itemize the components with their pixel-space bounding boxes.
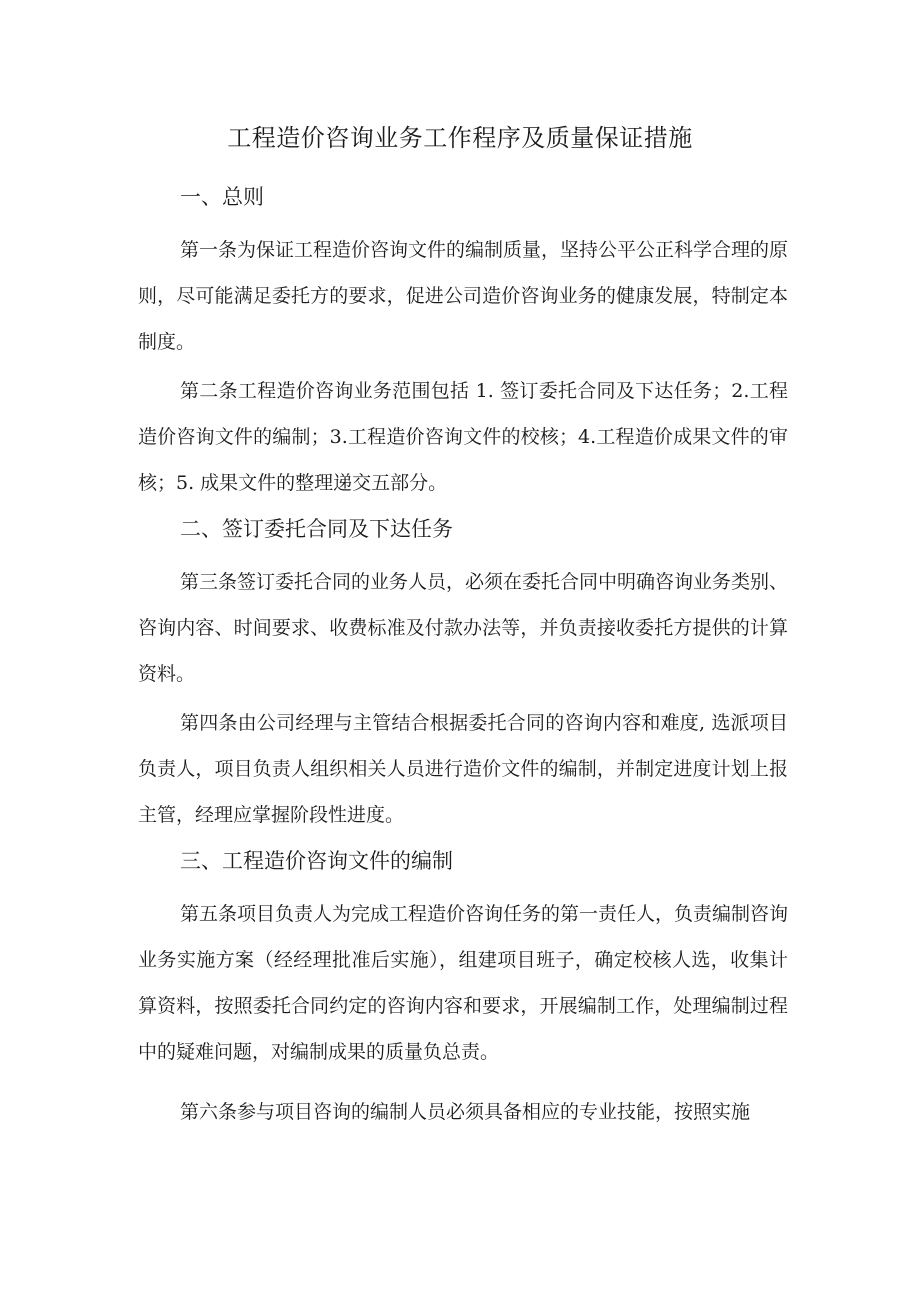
- paragraph-article-4: 第四条由公司经理与主管结合根据委托合同的咨询内容和难度, 选派项目负责人，项目负责人组织相关人员进行造价文件的编制，并制定进度计划上报主管，经理应掌握阶段性进度。: [138, 712, 788, 826]
- paragraph-article-3: 第三条签订委托合同的业务人员，必须在委托合同中明确咨询业务类别、咨询内容、时间要求、收费标准及付款办法等，并负责接收委托方提供的计算资料。: [138, 571, 789, 685]
- paragraph-article-6: 第六条参与项目咨询的编制人员必须具备相应的专业技能，按照实施: [180, 1101, 751, 1123]
- paragraph-article-1: 第一条为保证工程造价咨询文件的编制质量，坚持公平公正科学合理的原则，尽可能满足委托方的要求，促进公司造价咨询业务的健康发展，特制定本制度。: [138, 239, 789, 353]
- paragraph-article-2: 第二条工程造价咨询业务范围包括 1. 签订委托合同及下达任务；2.工程造价咨询文件的编制；3.工程造价咨询文件的校核；4.工程造价成果文件的审核；5. 成果文件的整理递交五部分。: [138, 380, 788, 494]
- section-heading-contract: 二、签订委托合同及下达任务: [180, 517, 453, 541]
- document-title: 工程造价咨询业务工作程序及质量保证措施: [227, 124, 693, 152]
- paragraph-article-5: 第五条项目负责人为完成工程造价咨询任务的第一责任人，负责编制咨询业务实施方案（经经理批准后实施），组建项目班子，确定校核人选，收集计算资料，按照委托合同约定的咨询内容和要求，开展编制工作，处理编制过程中的疑难问题，对编制成果的质量负总责。: [138, 903, 789, 1063]
- section-heading-compilation: 三、工程造价咨询文件的编制: [180, 849, 453, 873]
- section-heading-general: 一、总则: [180, 185, 264, 209]
- document-body: [138, 177, 788, 1138]
